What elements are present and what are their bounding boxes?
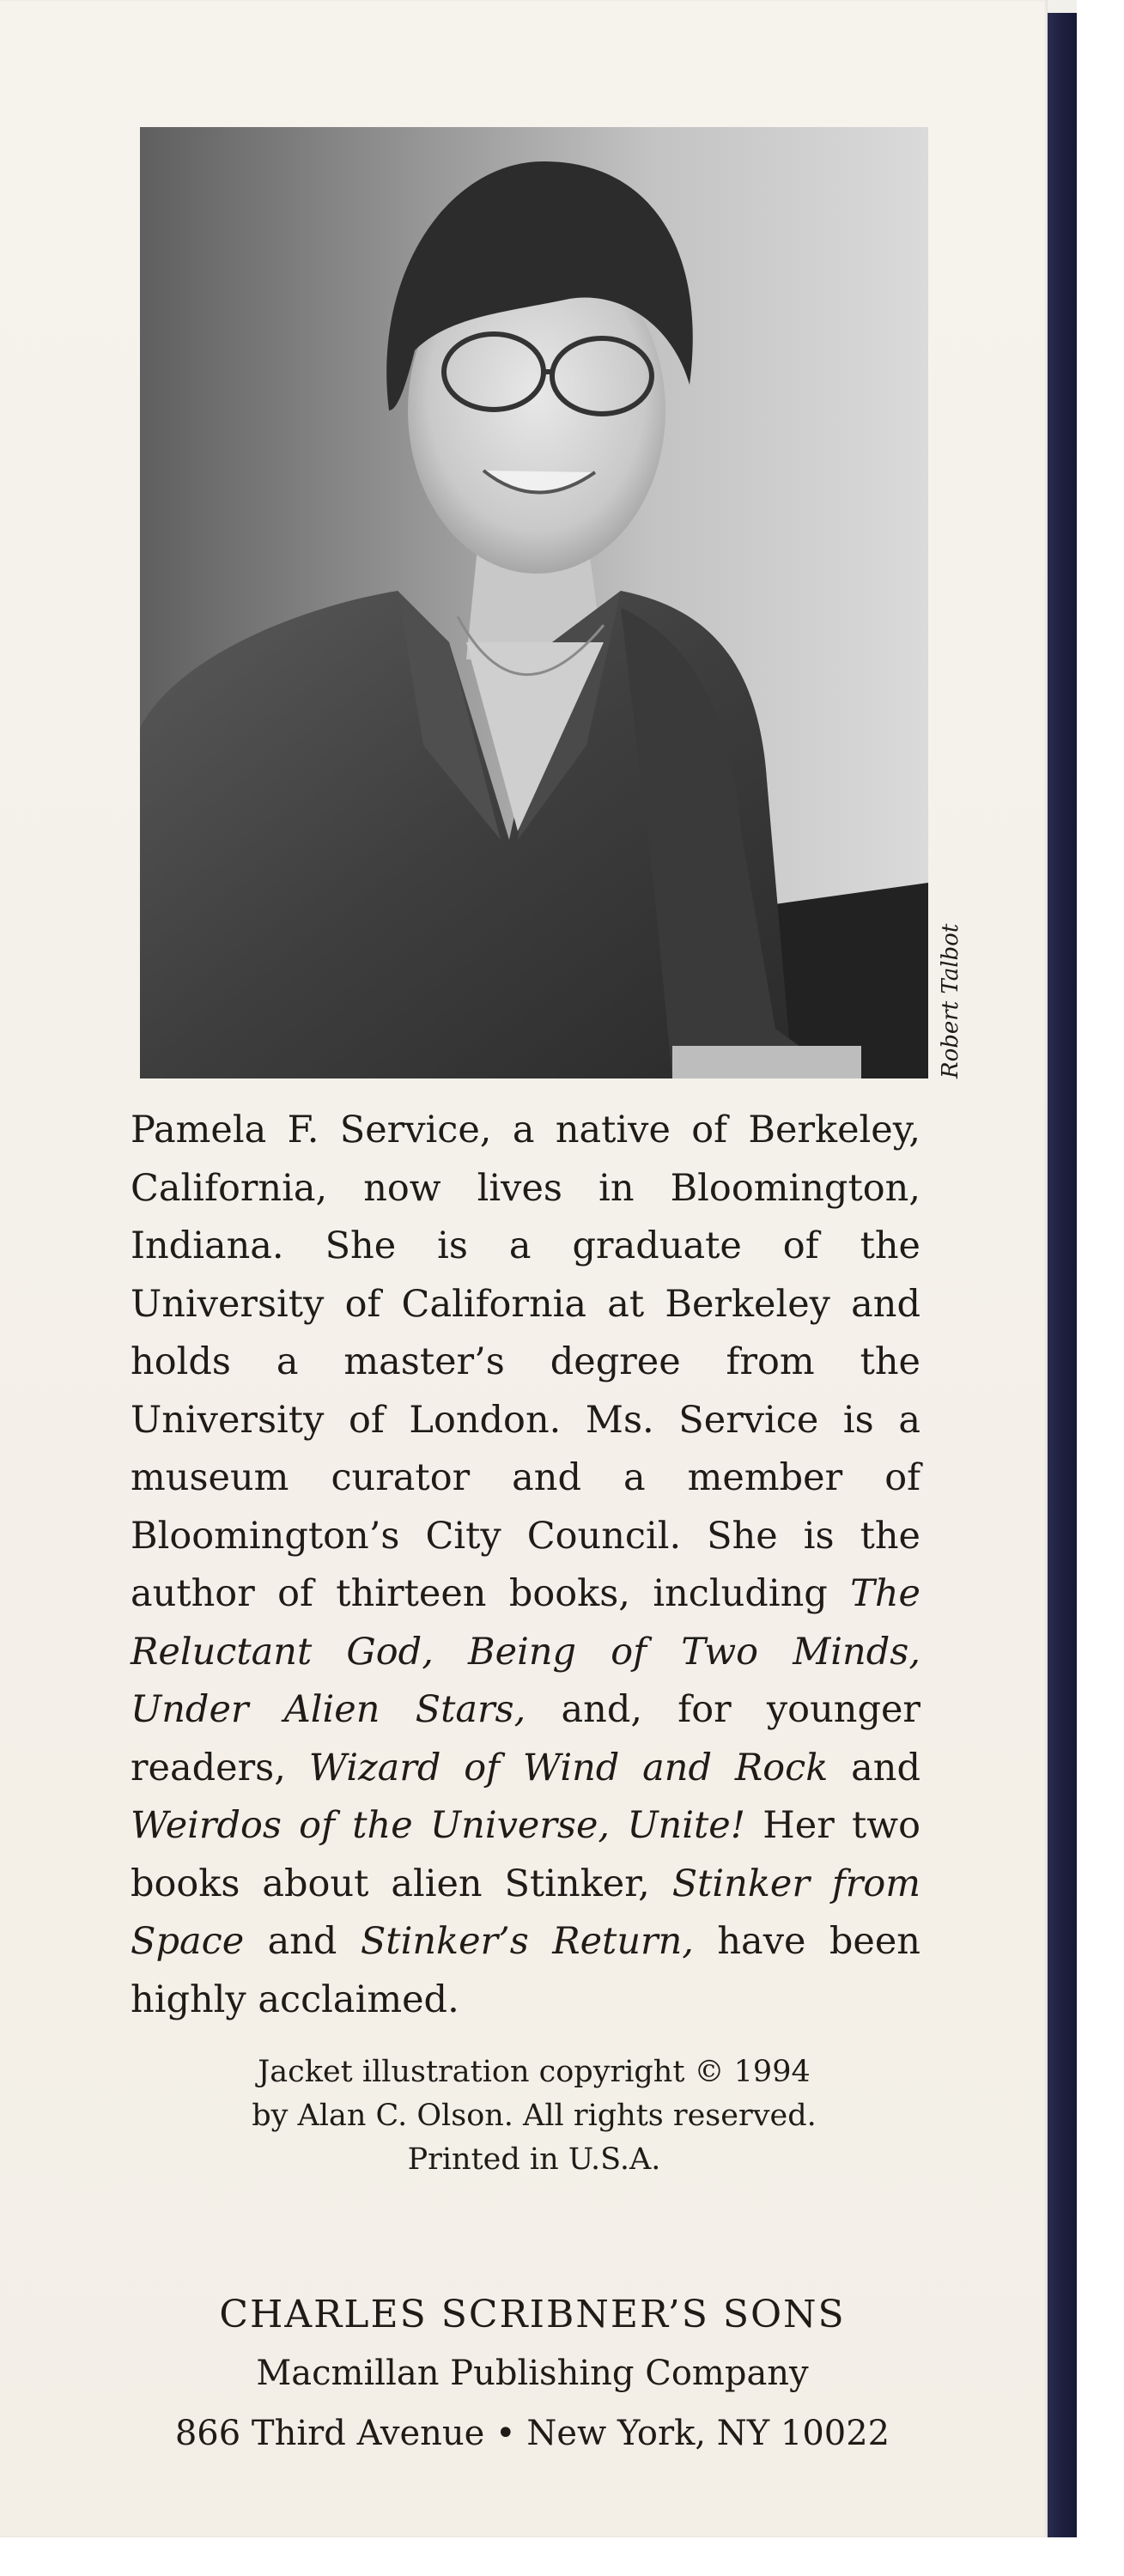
author-bio <box>131 1102 920 2029</box>
spine-edge <box>1048 13 1077 2542</box>
bio-book-titles: The Reluctant God, Being of Two Minds, Under Alien Stars, <box>131 1572 920 1731</box>
publisher-address: 866 Third Avenue • New York, NY 10022 <box>174 2414 890 2453</box>
bio-text: Her two books about alien Stinker, <box>131 1804 920 1905</box>
bio-book-title: Stinker’s Return, <box>360 1920 694 1963</box>
bio-text: and <box>244 1920 361 1963</box>
bio-text: Pamela F. Service, a native of Berkeley, California, now lives in Bloomington, Indiana. She is a graduate of the University of California at Berkeley and holds a master’s degree from the University of London. Ms. Service is a museum curator and a member of Bloomington’s City Council. She is the author of thirteen books, including <box>131 1109 920 1615</box>
background-edge <box>1077 0 1124 2576</box>
copyright-line: Jacket illustration copyright © 1994 <box>258 2055 811 2089</box>
author-photo <box>140 127 928 1078</box>
copyright-line: Printed in U.S.A. <box>407 2142 661 2177</box>
publisher-name: CHARLES SCRIBNER’S SONS <box>219 2293 846 2336</box>
bio-book-title: Weirdos of the Universe, Unite! <box>131 1804 746 1847</box>
publisher-company: Macmillan Publishing Company <box>256 2354 809 2393</box>
copyright-line: by Alan C. Olson. All rights reserved. <box>252 2099 817 2133</box>
bio-book-title: Wizard of Wind and Rock <box>308 1746 829 1789</box>
bio-text: and, for younger readers, <box>131 1688 920 1789</box>
bio-book-title: Stinker from Space <box>131 1862 921 1963</box>
publisher-block <box>103 2287 962 2464</box>
copyright-notice <box>140 2050 928 2182</box>
bio-text: have been highly acclaimed. <box>131 1920 920 2021</box>
author-portrait-illustration <box>140 127 928 1078</box>
bio-text: and <box>828 1746 921 1789</box>
photo-credit: Robert Talbot <box>938 923 963 1078</box>
background-bottom-edge <box>0 2537 1077 2576</box>
